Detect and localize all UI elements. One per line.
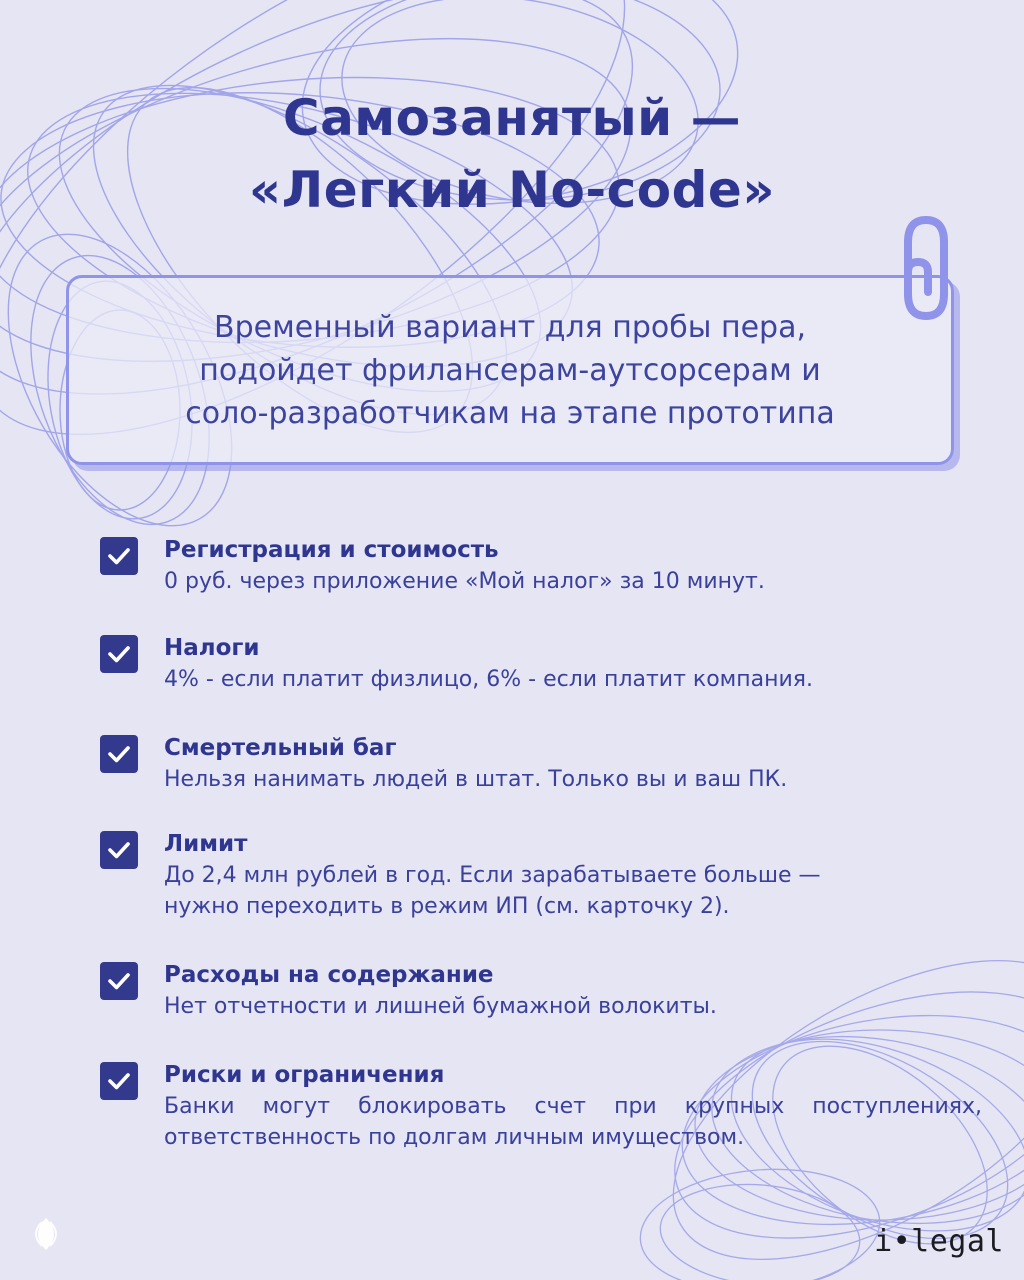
intro-callout-text [110, 306, 910, 435]
page-title-line-1: Самозанятый — [282, 89, 742, 147]
diamond-logo-icon [28, 1216, 64, 1252]
list-item-body [164, 991, 982, 1022]
list-item-body [164, 860, 982, 922]
page-title-line-2: «Легкий No-code» [248, 161, 776, 219]
list-item-body-line: 0 руб. через приложение «Мой налог» за 10 минут. [164, 569, 765, 594]
list-item-title: Регистрация и стоимость [164, 537, 499, 563]
list-item-body-line: нужно переходить в режим ИП (см. карточку 2). [164, 894, 730, 919]
list-item-title: Смертельный баг [164, 735, 397, 761]
list-item-body-line: ответственность по долгам личным имуществом. [164, 1125, 745, 1150]
list-item-body-line: Нет отчетности и лишней бумажной волокиты. [164, 994, 717, 1019]
list-item-body-line: Банки могут блокировать счет при крупных поступлениях, [164, 1094, 982, 1119]
list-item-body [164, 764, 982, 795]
brand-logo: i•legal [874, 1224, 1004, 1259]
list-item-title: Лимит [164, 831, 248, 857]
callout-line-3: соло-разработчикам на этапе прототипа [185, 395, 835, 431]
checkbox-checked-icon [100, 635, 138, 673]
callout-line-1: Временный вариант для пробы пера, [213, 309, 806, 345]
paperclip-icon [888, 212, 952, 330]
list-item-title: Риски и ограничения [164, 1062, 445, 1088]
list-item-body [164, 566, 982, 597]
checkbox-checked-icon [100, 831, 138, 869]
checkbox-checked-icon [100, 735, 138, 773]
list-item-body [164, 664, 982, 695]
list-item-title: Расходы на содержание [164, 962, 494, 988]
checkbox-checked-icon [100, 1062, 138, 1100]
list-item-body [164, 1091, 982, 1153]
list-item-body-line: До 2,4 млн рублей в год. Если зарабатываете больше — [164, 863, 821, 888]
list-item-body-line: 4% - если платит физлицо, 6% - если платит компания. [164, 667, 814, 692]
intro-callout [66, 275, 954, 465]
page-title [0, 82, 1024, 226]
callout-line-2: подойдет фрилансерам-аутсорсерам и [199, 352, 821, 388]
list-item-title: Налоги [164, 635, 260, 661]
checkbox-checked-icon [100, 962, 138, 1000]
checkbox-checked-icon [100, 537, 138, 575]
list-item-body-line: Нельзя нанимать людей в штат. Только вы и ваш ПК. [164, 767, 788, 792]
